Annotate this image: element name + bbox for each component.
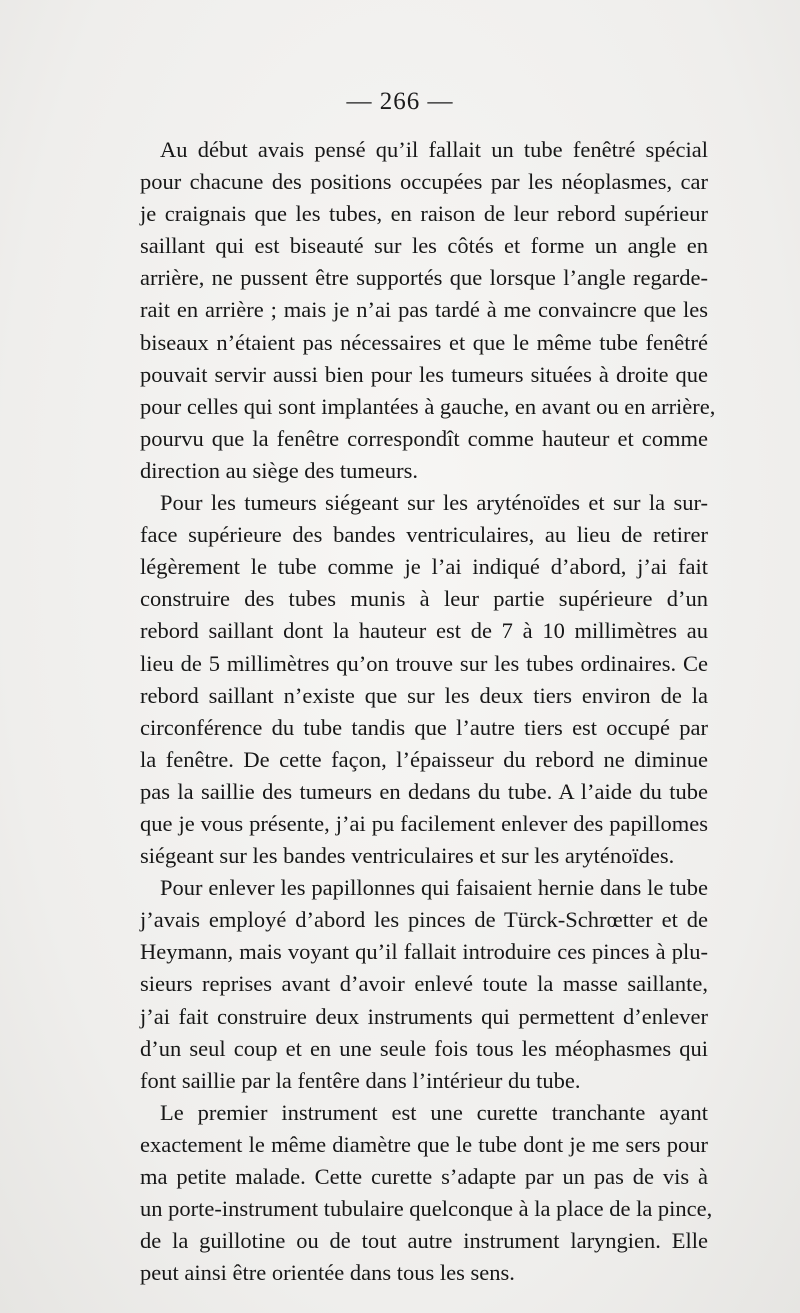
text-line: peut ainsi être orientée dans tous les sens. <box>140 1260 515 1286</box>
text-line: pour celles qui sont implantées à gauche, en avant ou en arrière, <box>140 393 716 419</box>
text-line: Au début avais pensé qu’il fallait un tube fenêtré spécial <box>160 137 708 162</box>
text-line: saillant qui est biseauté sur les côtés et forme un angle en <box>140 233 708 259</box>
text-line: pouvait servir aussi bien pour les tumeurs situées à droite que <box>140 361 708 387</box>
paragraph <box>140 134 716 487</box>
text-line: siégeant sur les bandes ventriculaires et sur les aryténoïdes. <box>140 843 675 869</box>
text-line: pour chacune des positions occupées par les néoplasmes, car <box>140 169 708 195</box>
text-line: Le premier instrument est une curette tranchante ayant <box>160 1099 708 1125</box>
text-line: Pour enlever les papillonnes qui faisaient hernie dans le tube <box>160 875 708 901</box>
text-line: la fenêtre. De cette façon, l’épaisseur du rebord ne diminue <box>140 746 708 772</box>
text-line: un porte-instrument tubulaire quelconque à la place de la pince, <box>140 1196 713 1222</box>
paragraph <box>140 1097 713 1290</box>
text-line: arrière, ne pussent être supportés que lorsque l’angle regarde- <box>140 265 708 291</box>
text-line: rebord saillant n’existe que sur les deux tiers environ de la <box>140 682 708 708</box>
paragraph <box>140 872 708 1097</box>
body-text <box>140 134 716 1289</box>
text-line: rait en arrière ; mais je n’ai pas tardé à me convaincre que les <box>140 297 708 323</box>
text-line: direction au siège des tumeurs. <box>140 457 419 483</box>
text-line: exactement le même diamètre que le tube dont je me sers pour <box>140 1131 708 1157</box>
text-line: j’ai fait construire deux instruments qui permettent d’enlever <box>140 1003 708 1029</box>
text-line: légèrement le tube comme je l’ai indiqué d’abord, j’ai fait <box>140 554 708 580</box>
text-line: j’avais employé d’abord les pinces de Türck-Schrœtter et de <box>140 907 708 933</box>
paragraph <box>140 487 708 872</box>
text-line: construire des tubes munis à leur partie supérieure d’un <box>140 586 708 612</box>
text-line: sieurs reprises avant d’avoir enlevé toute la masse saillante, <box>140 971 708 997</box>
text-line: pourvu que la fenêtre correspondît comme hauteur et comme <box>140 425 708 451</box>
page-number: — 266 — <box>346 88 454 115</box>
text-line: Pour les tumeurs siégeant sur les aryténoïdes et sur la sur- <box>160 490 708 516</box>
text-line: rebord saillant dont la hauteur est de 7 à 10 millimètres au <box>140 618 708 644</box>
text-line: pas la saillie des tumeurs en dedans du tube. A l’aide du tube <box>140 778 708 804</box>
text-line: d’un seul coup et en une seule fois tous les méophasmes qui <box>140 1035 708 1061</box>
text-line: lieu de 5 millimètres qu’on trouve sur les tubes ordinaires. Ce <box>140 650 708 676</box>
text-line: font saillie par la fentêre dans l’intérieur du tube. <box>140 1067 581 1093</box>
text-line: face supérieure des bandes ventriculaires, au lieu de retirer <box>140 522 708 548</box>
text-line: biseaux n’étaient pas nécessaires et que le même tube fenêtré <box>140 329 708 355</box>
text-line: je craignais que les tubes, en raison de leur rebord supérieur <box>140 201 708 227</box>
text-line: de la guillotine ou de tout autre instrument laryngien. Elle <box>140 1228 708 1254</box>
text-line: ma petite malade. Cette curette s’adapte par un pas de vis à <box>140 1164 708 1189</box>
text-line: Heymann, mais voyant qu’il fallait introduire ces pinces à plu- <box>140 939 708 965</box>
text-line: que je vous présente, j’ai pu facilement enlever des papillomes <box>140 810 708 836</box>
text-line: circonférence du tube tandis que l’autre tiers est occupé par <box>140 714 708 740</box>
